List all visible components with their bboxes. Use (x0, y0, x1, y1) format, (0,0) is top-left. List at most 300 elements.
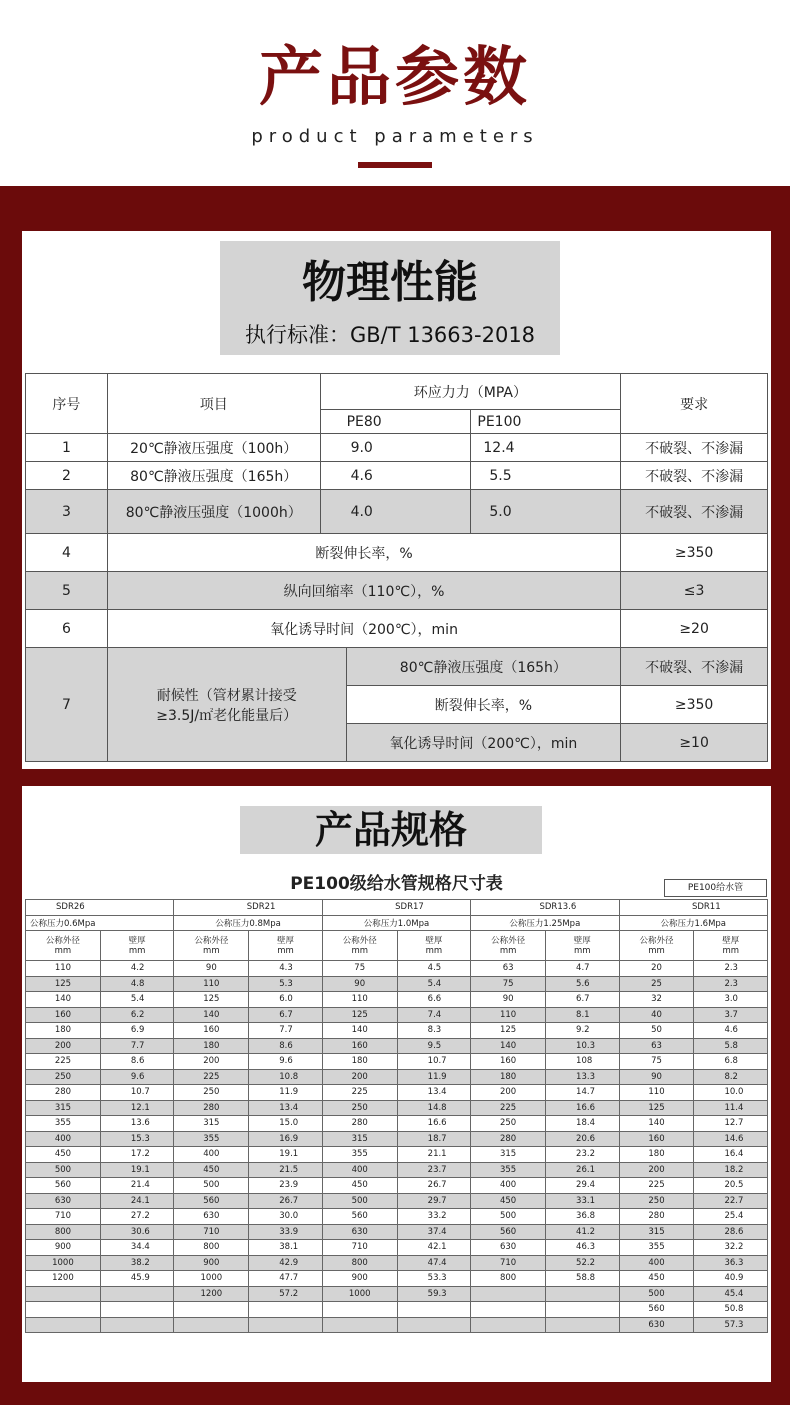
od-cell (26, 1317, 101, 1333)
table-row (26, 976, 768, 992)
wall-cell: 47.4 (397, 1255, 471, 1271)
od-cell (322, 1317, 397, 1333)
sdr-header: SDR26 (26, 900, 174, 916)
od-cell: 90 (174, 961, 249, 977)
wall-header (546, 931, 620, 961)
sdr-header: SDR13.6 (471, 900, 619, 916)
header-label: 壁厚 (277, 935, 295, 946)
od-cell: 500 (322, 1193, 397, 1209)
od-cell: 90 (471, 992, 546, 1008)
od-cell: 400 (619, 1255, 694, 1271)
od-cell: 630 (26, 1193, 101, 1209)
table-row (26, 1209, 768, 1225)
od-cell: 1000 (26, 1255, 101, 1271)
wall-cell: 47.7 (249, 1271, 323, 1287)
wall-cell: 6.9 (100, 1023, 174, 1039)
wall-cell: 12.7 (694, 1116, 768, 1132)
sdr-header: SDR17 (322, 900, 470, 916)
od-cell: 500 (619, 1286, 694, 1302)
wall-cell: 9.5 (397, 1038, 471, 1054)
wall-cell: 5.4 (100, 992, 174, 1008)
table-row (26, 1286, 768, 1302)
wall-cell: 32.2 (694, 1240, 768, 1256)
wall-cell: 23.2 (546, 1147, 620, 1163)
od-cell: 710 (322, 1240, 397, 1256)
pressure-header: 公称压力0.6Mpa (26, 915, 174, 931)
od-cell: 125 (26, 976, 101, 992)
od-cell: 225 (174, 1069, 249, 1085)
od-cell: 50 (619, 1023, 694, 1039)
wall-cell: 2.3 (694, 976, 768, 992)
table-row (26, 572, 768, 610)
od-cell: 75 (322, 961, 397, 977)
wall-cell: 18.2 (694, 1162, 768, 1178)
wall-cell: 57.3 (694, 1317, 768, 1333)
row-item: 纵向回缩率（110℃），% (107, 572, 620, 610)
od-cell: 280 (174, 1100, 249, 1116)
header-label: 公称外径 (194, 935, 229, 946)
od-cell: 355 (322, 1147, 397, 1163)
wall-cell: 40.9 (694, 1271, 768, 1287)
od-cell: 900 (174, 1255, 249, 1271)
od-cell: 125 (174, 992, 249, 1008)
od-cell (26, 1286, 101, 1302)
od-cell: 560 (619, 1302, 694, 1318)
od-cell: 160 (26, 1007, 101, 1023)
table-row (26, 610, 768, 648)
wall-cell (397, 1302, 471, 1318)
wall-cell: 10.8 (249, 1069, 323, 1085)
header-pe80: PE80 (320, 410, 471, 434)
row-no: 2 (26, 462, 108, 490)
od-cell: 140 (471, 1038, 546, 1054)
od-cell: 110 (322, 992, 397, 1008)
wall-cell: 4.8 (100, 976, 174, 992)
wall-cell: 16.9 (249, 1131, 323, 1147)
table-row (26, 1317, 768, 1333)
wall-cell: 23.9 (249, 1178, 323, 1194)
table-row (26, 462, 768, 490)
row-requirement: 不破裂、不渗漏 (621, 490, 768, 534)
table-row (26, 1224, 768, 1240)
wall-cell: 18.4 (546, 1116, 620, 1132)
wall-cell: 26.7 (397, 1178, 471, 1194)
od-cell: 180 (322, 1054, 397, 1070)
wall-cell: 7.4 (397, 1007, 471, 1023)
wall-cell: 37.4 (397, 1224, 471, 1240)
wall-header (397, 931, 471, 961)
od-cell: 90 (322, 976, 397, 992)
od-cell: 560 (174, 1193, 249, 1209)
wall-cell: 26.1 (546, 1162, 620, 1178)
row-requirement: 不破裂、不渗漏 (621, 434, 768, 462)
wall-cell: 26.7 (249, 1193, 323, 1209)
od-cell: 450 (174, 1162, 249, 1178)
wall-cell: 9.6 (100, 1069, 174, 1085)
od-cell: 1000 (174, 1271, 249, 1287)
wall-cell: 6.0 (249, 992, 323, 1008)
od-cell: 140 (322, 1023, 397, 1039)
wall-cell: 13.6 (100, 1116, 174, 1132)
od-cell (471, 1286, 546, 1302)
row-item: 80℃静液压强度（1000h） (107, 490, 320, 534)
wall-cell: 15.0 (249, 1116, 323, 1132)
od-cell: 125 (322, 1007, 397, 1023)
pressure-header: 公称压力1.0Mpa (322, 915, 470, 931)
wall-cell: 33.9 (249, 1224, 323, 1240)
wall-cell: 19.1 (100, 1162, 174, 1178)
header-label: 壁厚 (425, 935, 443, 946)
header-unit: mm (574, 945, 591, 956)
wall-cell: 108 (546, 1054, 620, 1070)
row-item: 80℃静液压强度（165h） (107, 462, 320, 490)
product-spec-panel (22, 786, 771, 1382)
table-row (26, 1193, 768, 1209)
od-cell: 225 (26, 1054, 101, 1070)
wall-cell: 4.3 (249, 961, 323, 977)
table-row (26, 1255, 768, 1271)
od-cell: 400 (174, 1147, 249, 1163)
wall-cell: 11.9 (249, 1085, 323, 1101)
od-cell: 63 (471, 961, 546, 977)
column-header-row (26, 931, 768, 961)
od-cell: 125 (471, 1023, 546, 1039)
row-requirement: ≤3 (621, 572, 768, 610)
od-cell: 400 (26, 1131, 101, 1147)
row-pe80: 4.6 (320, 462, 471, 490)
od-cell: 500 (26, 1162, 101, 1178)
header-label: 公称外径 (639, 935, 674, 946)
wall-cell: 22.7 (694, 1193, 768, 1209)
row-no: 6 (26, 610, 108, 648)
od-cell: 560 (471, 1224, 546, 1240)
header-unit: mm (54, 945, 72, 956)
header-unit: mm (203, 945, 220, 956)
pressure-header-row (26, 915, 768, 931)
header-pe100: PE100 (471, 410, 621, 434)
wall-cell: 27.2 (100, 1209, 174, 1225)
wall-cell: 7.7 (100, 1038, 174, 1054)
od-cell: 630 (619, 1317, 694, 1333)
wall-cell (546, 1286, 620, 1302)
wall-cell: 29.7 (397, 1193, 471, 1209)
header-label: 公称外径 (342, 935, 377, 946)
od-cell (26, 1302, 101, 1318)
row7-sub-item: 断裂伸长率，% (346, 686, 621, 724)
wall-cell: 21.1 (397, 1147, 471, 1163)
od-cell: 160 (619, 1131, 694, 1147)
od-cell: 900 (26, 1240, 101, 1256)
od-cell: 710 (26, 1209, 101, 1225)
pressure-header: 公称压力1.25Mpa (471, 915, 619, 931)
table-row (26, 1007, 768, 1023)
table-row (26, 534, 768, 572)
od-cell: 630 (322, 1224, 397, 1240)
wall-cell: 42.9 (249, 1255, 323, 1271)
od-cell: 800 (174, 1240, 249, 1256)
table-row (26, 1131, 768, 1147)
wall-cell: 14.6 (694, 1131, 768, 1147)
wall-cell: 13.4 (397, 1085, 471, 1101)
wall-cell: 8.1 (546, 1007, 620, 1023)
row-pe100: 5.0 (471, 490, 621, 534)
od-cell: 180 (471, 1069, 546, 1085)
od-cell: 40 (619, 1007, 694, 1023)
table-row (26, 490, 768, 534)
pressure-header: 公称压力0.8Mpa (174, 915, 322, 931)
wall-cell: 19.1 (249, 1147, 323, 1163)
od-cell: 450 (322, 1178, 397, 1194)
od-header (619, 931, 694, 961)
wall-cell: 20.6 (546, 1131, 620, 1147)
table-row (26, 1038, 768, 1054)
wall-cell: 4.6 (694, 1023, 768, 1039)
row7-sub-requirement: 不破裂、不渗漏 (621, 648, 768, 686)
wall-cell: 21.4 (100, 1178, 174, 1194)
od-cell: 180 (26, 1023, 101, 1039)
header-item: 项目 (107, 374, 320, 434)
od-cell: 315 (619, 1224, 694, 1240)
row-pe80: 9.0 (320, 434, 471, 462)
sdr-header: SDR21 (174, 900, 322, 916)
od-cell: 800 (322, 1255, 397, 1271)
row-no: 7 (26, 648, 108, 762)
wall-cell: 5.4 (397, 976, 471, 992)
od-cell: 180 (619, 1147, 694, 1163)
od-cell: 20 (619, 961, 694, 977)
table-row (26, 1240, 768, 1256)
wall-cell (397, 1317, 471, 1333)
table-row (26, 1178, 768, 1194)
row-pe80: 4.0 (320, 490, 471, 534)
od-cell: 250 (26, 1069, 101, 1085)
wall-cell: 23.7 (397, 1162, 471, 1178)
wall-cell: 6.7 (546, 992, 620, 1008)
row-item (107, 648, 346, 762)
table-row (26, 1162, 768, 1178)
wall-cell: 8.2 (694, 1069, 768, 1085)
wall-cell: 45.4 (694, 1286, 768, 1302)
od-cell: 280 (471, 1131, 546, 1147)
row-requirement: ≥20 (621, 610, 768, 648)
wall-cell: 5.6 (546, 976, 620, 992)
od-cell: 280 (619, 1209, 694, 1225)
wall-cell: 14.7 (546, 1085, 620, 1101)
od-cell: 800 (471, 1271, 546, 1287)
od-cell: 160 (322, 1038, 397, 1054)
wall-cell: 33.1 (546, 1193, 620, 1209)
row7-sub-requirement: ≥10 (621, 724, 768, 762)
od-cell: 355 (619, 1240, 694, 1256)
od-cell: 630 (471, 1240, 546, 1256)
row7-sub-item: 80℃静液压强度（165h） (346, 648, 621, 686)
page-header (0, 0, 790, 186)
od-cell: 450 (26, 1147, 101, 1163)
header-label: 公称外径 (491, 935, 526, 946)
od-cell: 280 (26, 1085, 101, 1101)
wall-cell: 6.2 (100, 1007, 174, 1023)
table-row (26, 1023, 768, 1039)
wall-cell (546, 1317, 620, 1333)
spec-title: 产品规格 (240, 806, 542, 854)
row-requirement: ≥350 (621, 534, 768, 572)
table-row (26, 961, 768, 977)
wall-cell: 4.5 (397, 961, 471, 977)
od-cell: 200 (174, 1054, 249, 1070)
table-row (26, 1085, 768, 1101)
row-item: 20℃静液压强度（100h） (107, 434, 320, 462)
spec-table (25, 899, 768, 1333)
header-unit: mm (351, 945, 368, 956)
title-underline (358, 162, 432, 168)
wall-cell: 16.6 (546, 1100, 620, 1116)
od-header (26, 931, 101, 961)
wall-cell (100, 1302, 174, 1318)
wall-cell: 5.8 (694, 1038, 768, 1054)
od-cell: 355 (174, 1131, 249, 1147)
header-stress: 环应力力（MPA） (320, 374, 621, 410)
od-cell: 710 (471, 1255, 546, 1271)
od-cell: 25 (619, 976, 694, 992)
header-no: 序号 (26, 374, 108, 434)
wall-cell: 4.2 (100, 961, 174, 977)
spec-table-title: PE100级给水管规格尺寸表 (290, 874, 503, 894)
od-cell: 200 (26, 1038, 101, 1054)
wall-cell: 13.3 (546, 1069, 620, 1085)
wall-cell: 41.2 (546, 1224, 620, 1240)
table-row (26, 1147, 768, 1163)
wall-cell (249, 1302, 323, 1318)
od-cell: 63 (619, 1038, 694, 1054)
wall-cell: 34.4 (100, 1240, 174, 1256)
wall-cell: 13.4 (249, 1100, 323, 1116)
row-pe100: 12.4 (471, 434, 621, 462)
header-unit: mm (499, 945, 517, 956)
od-cell: 400 (322, 1162, 397, 1178)
wall-cell: 6.8 (694, 1054, 768, 1070)
wall-cell: 59.3 (397, 1286, 471, 1302)
od-header (322, 931, 397, 961)
header-label: 壁厚 (573, 935, 591, 946)
header-requirement: 要求 (621, 374, 768, 434)
od-cell: 140 (174, 1007, 249, 1023)
wall-cell: 30.6 (100, 1224, 174, 1240)
wall-cell: 46.3 (546, 1240, 620, 1256)
wall-cell: 8.6 (100, 1054, 174, 1070)
header-unit: mm (425, 945, 443, 956)
physical-standard: 执行标准：GB/T 13663-2018 (244, 323, 536, 347)
od-cell: 90 (619, 1069, 694, 1085)
od-cell: 180 (174, 1038, 249, 1054)
wall-cell: 42.1 (397, 1240, 471, 1256)
od-cell: 110 (174, 976, 249, 992)
header-label: 壁厚 (128, 935, 146, 946)
table-row (26, 1116, 768, 1132)
wall-cell: 25.4 (694, 1209, 768, 1225)
od-cell: 1000 (322, 1286, 397, 1302)
od-cell: 315 (26, 1100, 101, 1116)
od-cell: 800 (26, 1224, 101, 1240)
wall-cell: 9.2 (546, 1023, 620, 1039)
od-cell: 500 (471, 1209, 546, 1225)
od-cell: 710 (174, 1224, 249, 1240)
wall-cell: 36.8 (546, 1209, 620, 1225)
od-cell: 200 (619, 1162, 694, 1178)
wall-cell: 15.3 (100, 1131, 174, 1147)
header-unit: mm (128, 945, 146, 956)
od-cell: 160 (174, 1023, 249, 1039)
wall-cell: 21.5 (249, 1162, 323, 1178)
row-pe100: 5.5 (471, 462, 621, 490)
od-header (174, 931, 249, 961)
sdr-header: SDR11 (619, 900, 767, 916)
od-cell: 450 (619, 1271, 694, 1287)
wall-cell: 38.1 (249, 1240, 323, 1256)
od-cell: 250 (471, 1116, 546, 1132)
table-row (26, 1271, 768, 1287)
od-cell (174, 1302, 249, 1318)
wall-cell: 10.7 (397, 1054, 471, 1070)
wall-cell: 50.8 (694, 1302, 768, 1318)
wall-cell: 3.7 (694, 1007, 768, 1023)
od-cell (322, 1302, 397, 1318)
od-cell: 110 (26, 961, 101, 977)
wall-cell: 6.6 (397, 992, 471, 1008)
od-cell: 315 (471, 1147, 546, 1163)
od-cell (471, 1302, 546, 1318)
wall-cell: 18.7 (397, 1131, 471, 1147)
header-unit: mm (648, 945, 665, 956)
od-cell: 125 (619, 1100, 694, 1116)
od-cell: 1200 (26, 1271, 101, 1287)
od-cell: 315 (174, 1116, 249, 1132)
row-no: 5 (26, 572, 108, 610)
table-row (26, 648, 768, 686)
row-no: 4 (26, 534, 108, 572)
od-cell: 225 (619, 1178, 694, 1194)
wall-header (694, 931, 768, 961)
physical-title-box (220, 241, 560, 355)
wall-cell: 24.1 (100, 1193, 174, 1209)
od-cell: 355 (26, 1116, 101, 1132)
physical-title: 物理性能 (302, 257, 478, 308)
wall-cell: 3.0 (694, 992, 768, 1008)
wall-cell: 10.3 (546, 1038, 620, 1054)
physical-properties-table (25, 373, 768, 762)
wall-cell: 11.9 (397, 1069, 471, 1085)
wall-cell: 5.3 (249, 976, 323, 992)
od-cell: 900 (322, 1271, 397, 1287)
wall-cell: 7.7 (249, 1023, 323, 1039)
wall-header (100, 931, 174, 961)
row7-sub-item: 氧化诱导时间（200℃），min (346, 724, 621, 762)
wall-cell: 12.1 (100, 1100, 174, 1116)
od-cell: 355 (471, 1162, 546, 1178)
wall-cell: 14.8 (397, 1100, 471, 1116)
wall-cell: 45.9 (100, 1271, 174, 1287)
page-subtitle: product parameters (251, 126, 539, 147)
wall-header (249, 931, 323, 961)
od-cell: 250 (322, 1100, 397, 1116)
wall-cell: 10.7 (100, 1085, 174, 1101)
wall-cell: 16.4 (694, 1147, 768, 1163)
wall-cell (100, 1317, 174, 1333)
wall-cell: 10.0 (694, 1085, 768, 1101)
wall-cell: 28.6 (694, 1224, 768, 1240)
physical-properties-panel (22, 231, 771, 769)
table-row (26, 992, 768, 1008)
row-no: 1 (26, 434, 108, 462)
